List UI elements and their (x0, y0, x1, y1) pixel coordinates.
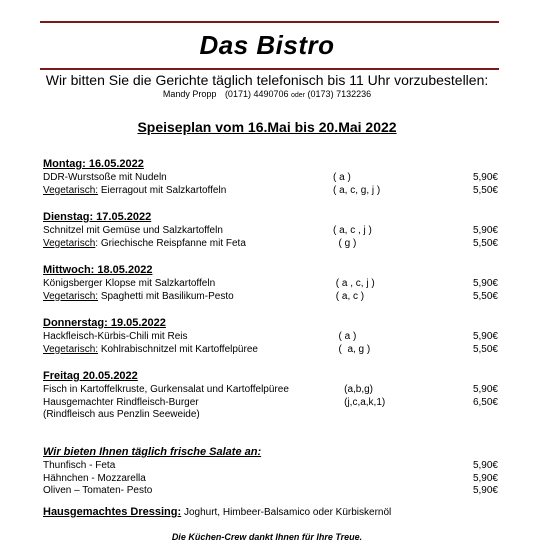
dish-name: DDR-Wurstsoße mit Nudeln (43, 172, 167, 183)
dish-name: (Rindfleisch aus Penzlin Seeweide) (43, 409, 200, 420)
menu-item-row (43, 238, 498, 251)
allergen-codes: (a,b,g) (333, 384, 374, 395)
vegetarian-label: Vegetarisch: (43, 184, 99, 196)
vegetarian-label: Vegetarisch: (43, 343, 99, 355)
salad-row (43, 460, 498, 473)
menu-item-price: 5,90€ (472, 172, 498, 183)
dish-name: : Griechische Reispfanne mit Feta (95, 237, 246, 249)
day-heading: Donnerstag: 19.05.2022 (43, 317, 166, 329)
menu-item-dish (43, 238, 246, 249)
dish-name: Schnitzel mit Gemüse und Salzkartoffeln (43, 225, 223, 236)
day-heading: Freitag 20.05.2022 (43, 370, 138, 382)
menu-item-dish (43, 225, 223, 236)
allergen-codes: (j,c,a,k,1) (333, 396, 386, 408)
salad-name: Thunfisch - Feta (43, 460, 116, 471)
title-rule (40, 68, 499, 70)
menu-item-dish (43, 278, 215, 289)
dish-name: Eierragout mit Salzkartoffeln (98, 184, 227, 196)
day-heading: Montag: 16.05.2022 (43, 158, 144, 170)
allergen-codes: ( a, g ) (333, 343, 371, 355)
dressing-text: Joghurt, Himbeer-Balsamico oder Kürbiskernöl (181, 507, 392, 518)
menu-item-row (43, 384, 498, 397)
menu-item-price: 5,90€ (472, 225, 498, 236)
menu-item-row (43, 278, 498, 291)
allergen-codes: ( a, c ) (333, 290, 365, 302)
contact-line (0, 89, 534, 99)
menu-item-row (43, 331, 498, 344)
allergen-codes: ( a ) (333, 172, 351, 183)
salad-name: Oliven – Tomaten- Pesto (43, 485, 153, 496)
menu-item-price: 5,90€ (472, 331, 498, 342)
menu-item-row (43, 291, 498, 304)
menu-item-row (43, 225, 498, 238)
menu-item-price: 5,50€ (472, 184, 498, 196)
day-heading: Mittwoch: 18.05.2022 (43, 264, 153, 276)
contact-name: Mandy Propp (162, 89, 217, 99)
dish-name: Königsberger Klopse mit Salzkartoffeln (43, 278, 216, 289)
page-title: Das Bistro (199, 30, 335, 60)
salad-price: 5,90€ (472, 472, 498, 484)
day-heading: Dienstag: 17.05.2022 (43, 211, 152, 223)
menu-item-row (43, 409, 498, 422)
menu-item-dish (43, 409, 200, 420)
top-rule (40, 21, 499, 23)
dish-name: Spaghetti mit Basilikum-Pesto (98, 290, 234, 302)
dish-name: Fisch in Kartoffelkruste, Gurkensalat und Kartoffelpüree (43, 384, 289, 395)
dish-name: Hausgemachter Rindfleisch-Burger (43, 396, 199, 408)
menu-item-price: 5,90€ (472, 278, 498, 289)
salad-name: Hähnchen - Mozzarella (43, 472, 146, 484)
menu-item-dish (43, 291, 234, 302)
salads-heading: Wir bieten Ihnen täglich frische Salate an: (43, 446, 262, 458)
allergen-codes: ( a, c , j ) (333, 225, 372, 236)
menu-item-row (43, 185, 498, 198)
dish-name: Kohlrabischnitzel mit Kartoffelpüree (98, 343, 258, 355)
allergen-codes: ( g ) (333, 237, 357, 249)
menu-item-row (43, 172, 498, 185)
menu-item-price: 5,50€ (472, 290, 498, 302)
allergen-codes: ( a, c, g, j ) (333, 184, 381, 196)
phone-2: (0173) 7132236 (307, 89, 372, 99)
preorder-notice: Wir bitten Sie die Gerichte täglich telefonisch bis 11 Uhr vorzubestellen: (45, 72, 489, 88)
menu-item-dish (43, 344, 258, 355)
salad-row (43, 485, 498, 498)
vegetarian-label: Vegetarisch: (43, 290, 99, 302)
vegetarian-label: Vegetarisch (43, 237, 96, 249)
menu-item-price: 5,90€ (472, 384, 498, 395)
menu-item-price: 5,50€ (472, 343, 498, 355)
menu-item-dish (43, 172, 167, 183)
allergen-codes: ( a ) (333, 331, 357, 342)
dish-name: Hackfleisch-Kürbis-Chili mit Reis (43, 331, 188, 342)
menu-item-price: 6,50€ (472, 396, 498, 408)
plan-title: Speiseplan vom 16.Mai bis 20.Mai 2022 (137, 119, 397, 135)
dressing-line (43, 506, 391, 518)
footer-thanks: Die Küchen-Crew dankt Ihnen für Ihre Treue. (171, 532, 363, 542)
menu-item-dish (43, 185, 226, 196)
phone-1: (0171) 4490706 (224, 89, 289, 99)
salad-price: 5,90€ (472, 460, 498, 471)
menu-item-row (43, 397, 498, 410)
menu-item-dish (43, 331, 187, 342)
menu-item-dish (43, 384, 289, 395)
menu-item-row (43, 344, 498, 357)
salad-price: 5,90€ (472, 485, 498, 496)
dressing-heading: Hausgemachtes Dressing: (43, 506, 182, 518)
phone-separator: oder (291, 92, 306, 99)
allergen-codes: ( a , c, j ) (333, 278, 375, 289)
salad-row (43, 473, 498, 486)
menu-item-price: 5,50€ (472, 237, 498, 249)
menu-item-dish (43, 397, 199, 408)
